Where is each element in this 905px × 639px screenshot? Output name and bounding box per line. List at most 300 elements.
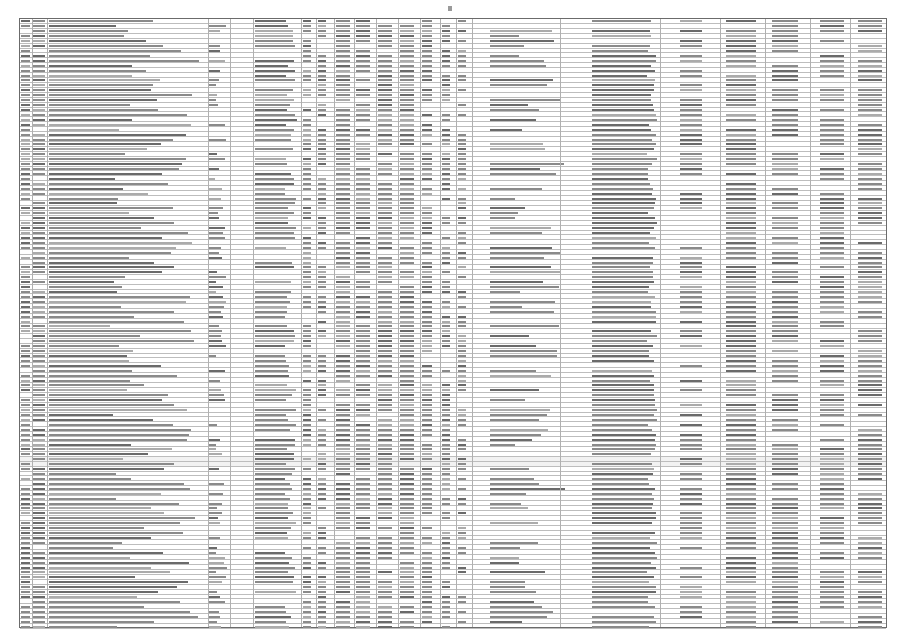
cell-text (318, 104, 326, 106)
cell-text (378, 375, 392, 377)
cell-text (726, 512, 756, 514)
cell-text (458, 65, 466, 67)
cell-text (209, 576, 226, 578)
cell-text (356, 409, 370, 411)
cell-text (442, 468, 450, 470)
cell-text (592, 178, 648, 180)
cell-text (21, 355, 30, 357)
cell-text (356, 198, 370, 200)
cell-text (318, 301, 326, 303)
cell-text (336, 232, 350, 234)
cell-text (356, 20, 370, 22)
cell-text (592, 153, 647, 155)
cell-text (400, 134, 414, 136)
cell-text (400, 399, 414, 401)
cell-text (318, 586, 326, 588)
cell-text (820, 409, 844, 411)
cell-text (318, 527, 326, 529)
cell-text (356, 350, 370, 352)
cell-text (49, 89, 151, 91)
cell-text (303, 178, 311, 180)
cell-text (726, 158, 756, 160)
cell-text (49, 45, 163, 47)
cell-text (400, 552, 414, 554)
cell-text (378, 124, 392, 126)
cell-text (592, 143, 656, 145)
cell-text (209, 232, 223, 234)
cell-text (592, 247, 655, 249)
cell-text (209, 621, 217, 623)
cell-text (820, 40, 844, 42)
cell-text (422, 444, 432, 446)
cell-text (400, 507, 414, 509)
cell-text (21, 537, 30, 539)
cell-text (442, 345, 450, 347)
cell-text (458, 537, 466, 539)
cell-text (592, 350, 649, 352)
cell-text (21, 65, 30, 67)
cell-text (726, 143, 756, 145)
cell-text (400, 370, 414, 372)
cell-text (422, 40, 432, 42)
cell-text (400, 581, 414, 583)
cell-text (490, 271, 561, 273)
cell-text (303, 306, 311, 308)
cell-text (336, 360, 350, 362)
cell-text (33, 281, 45, 283)
cell-text (458, 370, 466, 372)
cell-text (21, 227, 30, 229)
cell-text (49, 311, 174, 313)
cell-text (726, 84, 756, 86)
cell-text (442, 512, 450, 514)
cell-text (21, 139, 30, 141)
cell-text (442, 498, 450, 500)
cell-text (458, 463, 466, 465)
cell-text (209, 291, 216, 293)
cell-text (592, 384, 654, 386)
cell-text (680, 262, 702, 264)
cell-text (772, 429, 798, 431)
cell-text (21, 616, 30, 618)
cell-text (772, 20, 798, 22)
cell-text (209, 286, 223, 288)
cell-text (209, 178, 215, 180)
cell-text (820, 596, 844, 598)
cell-text (336, 198, 350, 200)
cell-text (33, 55, 45, 57)
cell-text (49, 143, 161, 145)
cell-text (592, 626, 649, 628)
cell-text (400, 188, 414, 190)
cell-text (255, 365, 289, 367)
cell-text (209, 247, 221, 249)
cell-text (726, 444, 756, 446)
cell-text (33, 89, 45, 91)
cell-text (255, 163, 287, 165)
column-divider (253, 19, 254, 627)
cell-text (442, 262, 450, 264)
cell-text (442, 611, 450, 613)
cell-text (21, 503, 30, 505)
cell-text (378, 542, 392, 544)
cell-text (772, 252, 798, 254)
cell-text (356, 355, 370, 357)
cell-text (378, 586, 392, 588)
cell-text (422, 25, 432, 27)
cell-text (458, 89, 466, 91)
cell-text (33, 380, 45, 382)
cell-text (726, 316, 756, 318)
cell-text (49, 453, 148, 455)
cell-text (592, 84, 654, 86)
cell-text (318, 537, 326, 539)
cell-text (255, 562, 289, 564)
cell-text (209, 325, 219, 327)
cell-text (422, 498, 432, 500)
cell-text (442, 139, 450, 141)
cell-text (303, 557, 311, 559)
cell-text (378, 306, 392, 308)
cell-text (336, 448, 350, 450)
cell-text (726, 493, 756, 495)
cell-text (400, 30, 414, 32)
cell-text (209, 512, 222, 514)
cell-text (400, 311, 414, 313)
cell-text (680, 173, 702, 175)
cell-text (33, 40, 45, 42)
cell-text (303, 567, 311, 569)
cell-text (772, 365, 798, 367)
cell-text (49, 94, 192, 96)
cell-text (820, 75, 844, 77)
cell-text (33, 65, 45, 67)
cell-text (356, 571, 370, 573)
cell-text (303, 247, 311, 249)
cell-text (356, 345, 370, 347)
cell-text (336, 444, 350, 446)
cell-text (49, 483, 184, 485)
cell-text (209, 547, 217, 549)
cell-text (458, 198, 466, 200)
cell-text (400, 119, 414, 121)
cell-text (592, 321, 656, 323)
cell-text (303, 25, 311, 27)
cell-text (458, 321, 466, 323)
cell-text (422, 306, 432, 308)
cell-text (378, 84, 392, 86)
cell-text (49, 591, 158, 593)
cell-text (422, 153, 432, 155)
cell-text (490, 65, 546, 67)
cell-text (820, 124, 844, 126)
cell-text (422, 114, 432, 116)
cell-text (858, 75, 882, 77)
cell-text (209, 168, 219, 170)
cell-text (209, 198, 221, 200)
cell-text (378, 468, 392, 470)
cell-text (772, 547, 798, 549)
cell-text (400, 262, 414, 264)
cell-text (336, 266, 350, 268)
cell-text (49, 232, 188, 234)
cell-text (858, 129, 882, 131)
cell-text (33, 567, 45, 569)
cell-text (820, 576, 844, 578)
cell-text (356, 439, 370, 441)
cell-text (820, 301, 844, 303)
cell-text (21, 562, 30, 564)
cell-text (422, 429, 432, 431)
cell-text (49, 178, 115, 180)
cell-text (21, 286, 30, 288)
cell-text (442, 562, 450, 564)
cell-text (209, 601, 225, 603)
cell-text (592, 576, 654, 578)
cell-text (400, 35, 414, 37)
cell-text (21, 247, 30, 249)
cell-text (680, 89, 702, 91)
cell-text (378, 119, 392, 121)
cell-text (209, 370, 225, 372)
cell-text (33, 493, 45, 495)
cell-text (33, 360, 45, 362)
cell-text (209, 158, 225, 160)
cell-text (336, 562, 350, 564)
cell-text (33, 522, 45, 524)
cell-text (400, 567, 414, 569)
cell-text (680, 45, 702, 47)
cell-text (422, 60, 432, 62)
cell-text (49, 355, 127, 357)
cell-text (378, 173, 392, 175)
cell-text (336, 517, 350, 519)
cell-text (49, 55, 150, 57)
cell-text (858, 257, 882, 259)
cell-text (49, 198, 118, 200)
cell-text (33, 212, 45, 214)
cell-text (442, 394, 450, 396)
cell-text (378, 404, 392, 406)
cell-text (209, 517, 218, 519)
cell-text (33, 562, 45, 564)
cell-text (378, 207, 392, 209)
cell-text (592, 124, 649, 126)
cell-text (21, 522, 30, 524)
cell-text (726, 522, 756, 524)
cell-text (592, 517, 656, 519)
cell-text (442, 448, 450, 450)
cell-text (49, 571, 170, 573)
cell-text (303, 601, 311, 603)
cell-text (378, 198, 392, 200)
cell-text (21, 557, 30, 559)
cell-text (726, 20, 756, 22)
cell-text (820, 70, 844, 72)
cell-text (592, 276, 653, 278)
cell-text (400, 321, 414, 323)
cell-text (49, 424, 173, 426)
cell-text (422, 557, 432, 559)
cell-text (209, 596, 220, 598)
cell-text (400, 163, 414, 165)
cell-text (400, 291, 414, 293)
cell-text (356, 429, 370, 431)
cell-text (422, 473, 432, 475)
cell-text (458, 567, 466, 569)
cell-text (422, 611, 432, 613)
cell-text (49, 237, 162, 239)
cell-text (442, 119, 450, 121)
cell-text (592, 163, 652, 165)
cell-text (336, 483, 350, 485)
cell-text (318, 552, 326, 554)
cell-text (33, 70, 45, 72)
cell-text (318, 434, 326, 436)
cell-text (33, 252, 45, 254)
cell-text (422, 409, 432, 411)
cell-text (772, 65, 798, 67)
cell-text (356, 458, 370, 460)
cell-text (592, 70, 655, 72)
cell-text (21, 547, 30, 549)
cell-text (336, 567, 350, 569)
cell-text (209, 271, 217, 273)
cell-text (378, 483, 392, 485)
cell-text (442, 188, 450, 190)
cell-text (255, 301, 290, 303)
cell-text (49, 463, 174, 465)
cell-text (858, 350, 882, 352)
cell-text (378, 94, 392, 96)
cell-text (680, 119, 702, 121)
cell-text (255, 375, 289, 377)
cell-text (21, 453, 30, 455)
cell-text (422, 365, 432, 367)
cell-text (858, 444, 882, 446)
cell-text (726, 173, 756, 175)
cell-text (356, 404, 370, 406)
cell-text (49, 114, 187, 116)
cell-text (21, 375, 30, 377)
cell-text (378, 227, 392, 229)
cell-text (49, 601, 180, 603)
cell-text (255, 345, 285, 347)
cell-text (356, 202, 370, 204)
cell-text (33, 143, 45, 145)
cell-text (255, 507, 288, 509)
cell-text (33, 158, 45, 160)
cell-text (49, 153, 125, 155)
cell-text (209, 507, 217, 509)
cell-text (400, 84, 414, 86)
cell-text (772, 340, 798, 342)
cell-text (318, 217, 326, 219)
cell-text (21, 291, 30, 293)
cell-text (49, 586, 177, 588)
cell-text (400, 70, 414, 72)
cell-text (318, 581, 326, 583)
cell-text (356, 453, 370, 455)
cell-text (303, 621, 311, 623)
column-divider (850, 19, 851, 627)
cell-text (356, 360, 370, 362)
cell-text (303, 606, 311, 608)
cell-text (820, 193, 844, 195)
cell-text (680, 168, 702, 170)
cell-text (858, 202, 882, 204)
cell-text (255, 129, 294, 131)
cell-text (21, 99, 30, 101)
cell-text (592, 473, 653, 475)
cell-text (255, 626, 289, 628)
cell-text (820, 94, 844, 96)
cell-text (336, 498, 350, 500)
cell-text (680, 448, 702, 450)
cell-text (592, 188, 653, 190)
cell-text (422, 281, 432, 283)
cell-text (726, 453, 756, 455)
cell-text (209, 25, 226, 27)
cell-text (726, 94, 756, 96)
cell-text (303, 20, 311, 22)
cell-text (255, 527, 291, 529)
cell-text (458, 335, 466, 337)
cell-text (458, 242, 466, 244)
cell-text (318, 183, 326, 185)
cell-text (318, 355, 326, 357)
cell-text (458, 389, 466, 391)
cell-text (303, 488, 311, 490)
cell-text (378, 478, 392, 480)
cell-text (772, 370, 798, 372)
cell-text (33, 202, 45, 204)
cell-text (442, 217, 450, 219)
cell-text (820, 355, 844, 357)
cell-text (49, 444, 131, 446)
cell-text (356, 94, 370, 96)
cell-text (378, 493, 392, 495)
cell-text (255, 498, 290, 500)
cell-text (858, 335, 882, 337)
cell-text (726, 365, 756, 367)
cell-text (255, 606, 285, 608)
cell-text (400, 596, 414, 598)
cell-text (726, 404, 756, 406)
cell-text (21, 70, 30, 72)
cell-text (726, 355, 756, 357)
cell-text (318, 188, 326, 190)
cell-text (592, 601, 648, 603)
cell-text (422, 247, 432, 249)
cell-text (680, 488, 702, 490)
cell-text (255, 40, 293, 42)
cell-text (303, 188, 311, 190)
cell-text (209, 84, 216, 86)
cell-text (490, 129, 522, 131)
cell-text (458, 20, 466, 22)
cell-text (378, 498, 392, 500)
cell-text (490, 444, 515, 446)
cell-text (255, 399, 286, 401)
cell-text (442, 84, 450, 86)
cell-text (255, 537, 288, 539)
cell-text (318, 335, 326, 337)
cell-text (33, 414, 45, 416)
cell-text (33, 512, 45, 514)
cell-text (772, 276, 798, 278)
cell-text (356, 537, 370, 539)
